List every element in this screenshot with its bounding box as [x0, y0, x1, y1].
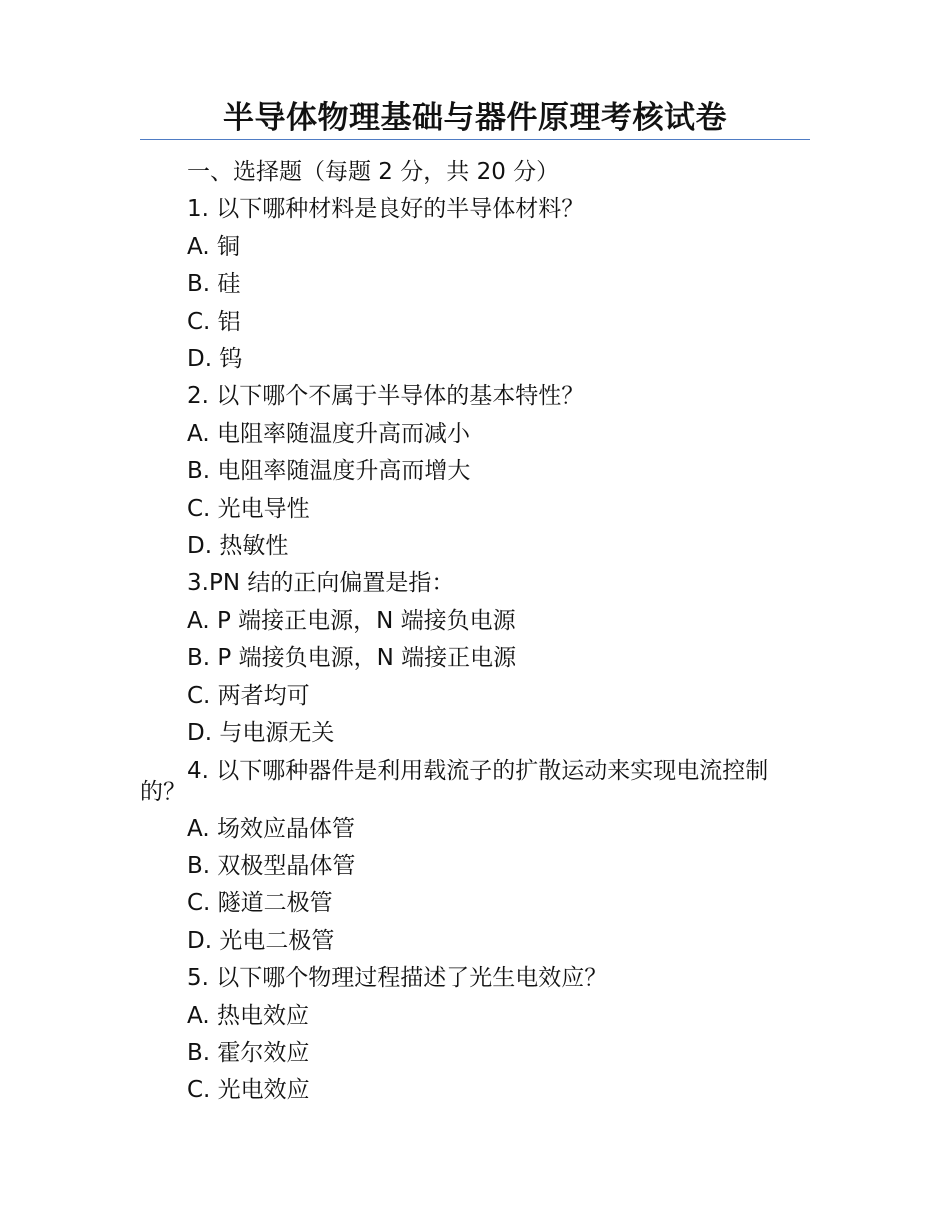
option-b: B. P 端接负电源，N 端接正电源	[187, 645, 517, 672]
question-stem: 4. 以下哪种器件是利用载流子的扩散运动来实现电流控制的？	[140, 757, 769, 805]
title-underline	[140, 139, 810, 140]
option-d: D. 钨	[187, 346, 243, 373]
question-5	[140, 960, 810, 1110]
option-a: A. 铜	[187, 233, 240, 260]
question-stem: 3.PN 结的正向偏置是指：	[187, 570, 455, 597]
option-c: C. 光电导性	[187, 495, 310, 522]
option-c: C. 铝	[187, 308, 241, 335]
option-b: B. 霍尔效应	[187, 1039, 310, 1066]
option-d: D. 与电源无关	[187, 720, 335, 747]
question-4	[140, 753, 810, 961]
exam-content	[140, 154, 810, 1110]
question-stem: 2. 以下哪个不属于半导体的基本特性？	[187, 383, 585, 410]
option-c: C. 光电效应	[187, 1077, 310, 1104]
option-d: D. 热敏性	[187, 533, 289, 560]
option-b: B. 电阻率随温度升高而增大	[187, 458, 471, 485]
question-2	[140, 378, 810, 565]
question-stem: 5. 以下哪个物理过程描述了光生电效应？	[187, 965, 608, 992]
option-d: D. 光电二极管	[187, 927, 335, 954]
question-1	[140, 191, 810, 378]
option-b: B. 硅	[187, 271, 241, 298]
section-heading: 一、选择题（每题 2 分，共 20 分）	[187, 159, 560, 185]
option-c: C. 两者均可	[187, 682, 310, 709]
option-a: A. 电阻率随温度升高而减小	[187, 420, 470, 447]
option-a: A. 热电效应	[187, 1002, 309, 1029]
question-stem: 1. 以下哪种材料是良好的半导体材料？	[187, 196, 585, 223]
option-b: B. 双极型晶体管	[187, 852, 356, 879]
option-c: C. 隧道二极管	[187, 890, 333, 917]
page-title: 半导体物理基础与器件原理考核试卷	[223, 100, 727, 136]
option-a: A. P 端接正电源，N 端接负电源	[187, 607, 516, 634]
question-3	[140, 565, 810, 752]
option-a: A. 场效应晶体管	[187, 815, 355, 842]
